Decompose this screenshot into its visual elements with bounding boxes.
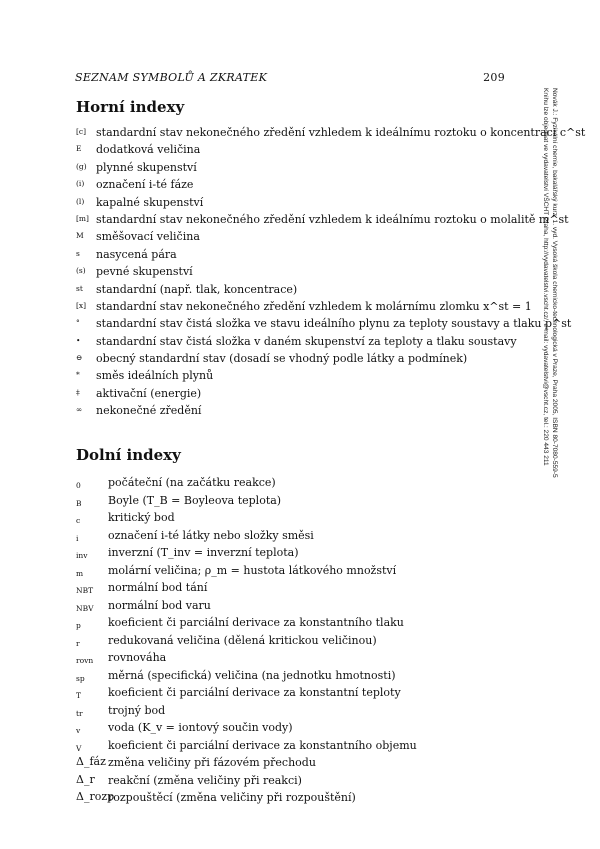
- index-symbol: ⊖: [76, 353, 83, 363]
- index-symbol: Δ_fáz: [76, 755, 106, 768]
- index-symbol: (l): [76, 196, 85, 206]
- index-description: označení i-té fáze: [96, 178, 194, 192]
- index-symbol: NBV: [76, 603, 94, 613]
- index-symbol: inv: [76, 551, 88, 560]
- index-description: trojný bod: [108, 703, 166, 717]
- index-description: koeficient či parciální derivace za konstantní teploty: [108, 686, 401, 699]
- index-description: koeficient či parciální derivace za konstantního objemu: [108, 738, 417, 752]
- index-symbol: •: [76, 335, 81, 345]
- index-symbol: [m]: [76, 213, 89, 223]
- index-symbol: tr: [76, 708, 83, 718]
- index-description: voda (K_v = iontový součin vody): [108, 721, 293, 734]
- index-description: standardní stav čistá složka v daném skupenství za teploty a tlaku soustavy: [96, 334, 517, 348]
- index-description: označení i-té látky nebo složky směsi: [108, 528, 314, 542]
- index-symbol: (g): [76, 161, 87, 171]
- index-symbol: *: [76, 370, 80, 380]
- index-symbol: Δ_r: [76, 772, 95, 786]
- index-description: plynné skupenství: [96, 160, 197, 174]
- index-symbol: M: [76, 231, 84, 241]
- index-description: rovnováha: [108, 651, 167, 664]
- index-symbol: st: [76, 283, 83, 293]
- index-description: standardní stav nekonečného zředění vzhledem k molárnímu zlomku x^st = 1: [96, 299, 532, 313]
- index-symbol: ‡: [76, 387, 80, 397]
- index-symbol: E: [76, 144, 82, 154]
- index-symbol: °: [76, 318, 80, 328]
- index-symbol: sp: [76, 673, 85, 683]
- index-description: počáteční (na začátku reakce): [108, 476, 276, 489]
- index-description: normální bod varu: [108, 598, 211, 612]
- index-description: standardní (např. tlak, koncentrace): [96, 282, 298, 296]
- index-description: nasycená pára: [96, 247, 177, 261]
- index-symbol: i: [76, 533, 79, 543]
- side-note-line-1: Novák J.: Fyzikální chemie, bakalářský kurz. 1. vyd. Vysoká škola chemicko-technologická v Praze, Praha 2005, ISBN 80-7080-559-5: [551, 88, 558, 478]
- lower-indices-title: Dolní indexy: [76, 446, 181, 464]
- index-description: kritický bod: [108, 511, 175, 524]
- index-description: směs ideálních plynů: [96, 369, 214, 383]
- index-symbol: m: [76, 568, 84, 578]
- index-description: měrná (specifická) veličina (na jednotku hmotnosti): [108, 668, 396, 682]
- upper-indices-title: Horní indexy: [76, 98, 185, 116]
- index-symbol: rovn: [76, 656, 94, 665]
- index-description: koeficient či parciální derivace za konstantního tlaku: [108, 616, 404, 629]
- index-symbol: p: [76, 621, 81, 630]
- index-symbol: (i): [76, 179, 85, 189]
- index-description: standardní stav nekonečného zředění vzhledem k ideálnímu roztoku o molalitě m^st: [96, 212, 569, 226]
- index-symbol: NBT: [76, 586, 94, 595]
- running-header-title: SEZNAM SYMBOLŮ A ZKRATEK: [75, 71, 268, 84]
- index-description: pevné skupenství: [96, 265, 193, 279]
- index-description: normální bod tání: [108, 581, 208, 594]
- index-description: molární veličina; ρ_m = hustota látkového množství: [108, 563, 397, 577]
- index-description: kapalné skupenství: [96, 195, 204, 209]
- index-description: dodatková veličina: [96, 143, 201, 157]
- index-symbol: T: [76, 691, 82, 700]
- index-description: aktivační (energie): [96, 386, 202, 400]
- index-symbol: s: [76, 248, 80, 258]
- side-note: [541, 88, 559, 478]
- index-description: standardní stav nekonečného zředění vzhledem k ideálnímu roztoku o koncentraci c^st: [96, 126, 586, 139]
- index-description: nekonečné zředění: [96, 404, 202, 418]
- index-symbol: [c]: [76, 127, 87, 136]
- index-symbol: r: [76, 638, 80, 648]
- index-description: směšovací veličina: [96, 230, 200, 244]
- running-header: [75, 71, 505, 84]
- index-symbol: 0: [76, 481, 81, 490]
- index-description: redukovaná veličina (dělená kritickou veličinou): [108, 633, 377, 647]
- side-note-line-2: Knihu lze objednat ve vydavatelství VŠCHT Praha, http://vydavatelstvi.vscht.cz/, e-mail: vydavatelstvi@vscht.cz, tel.: 220 443 211: [542, 88, 549, 466]
- index-description: rozpouštěcí (změna veličiny při rozpouštění): [108, 791, 356, 804]
- index-symbol: (s): [76, 266, 86, 276]
- index-symbol: v: [76, 726, 81, 735]
- index-symbol: c: [76, 516, 81, 525]
- index-symbol: V: [76, 743, 82, 753]
- index-description: obecný standardní stav (dosadí se vhodný podle látky a podmínek): [96, 352, 468, 366]
- index-description: Boyle (T_B = Boyleova teplota): [108, 493, 282, 507]
- index-description: reakční (změna veličiny při reakci): [108, 773, 302, 787]
- index-description: standardní stav čistá složka ve stavu ideálního plynu za teploty soustavy a tlaku p^st: [96, 317, 572, 331]
- page-number: 209: [483, 71, 505, 84]
- index-symbol: B: [76, 498, 82, 508]
- index-symbol: Δ_rozp: [76, 790, 115, 803]
- index-description: změna veličiny při fázovém přechodu: [108, 756, 316, 769]
- index-symbol: [x]: [76, 300, 87, 310]
- index-symbol: ∞: [76, 405, 83, 415]
- index-description: inverzní (T_inv = inverzní teplota): [108, 546, 299, 559]
